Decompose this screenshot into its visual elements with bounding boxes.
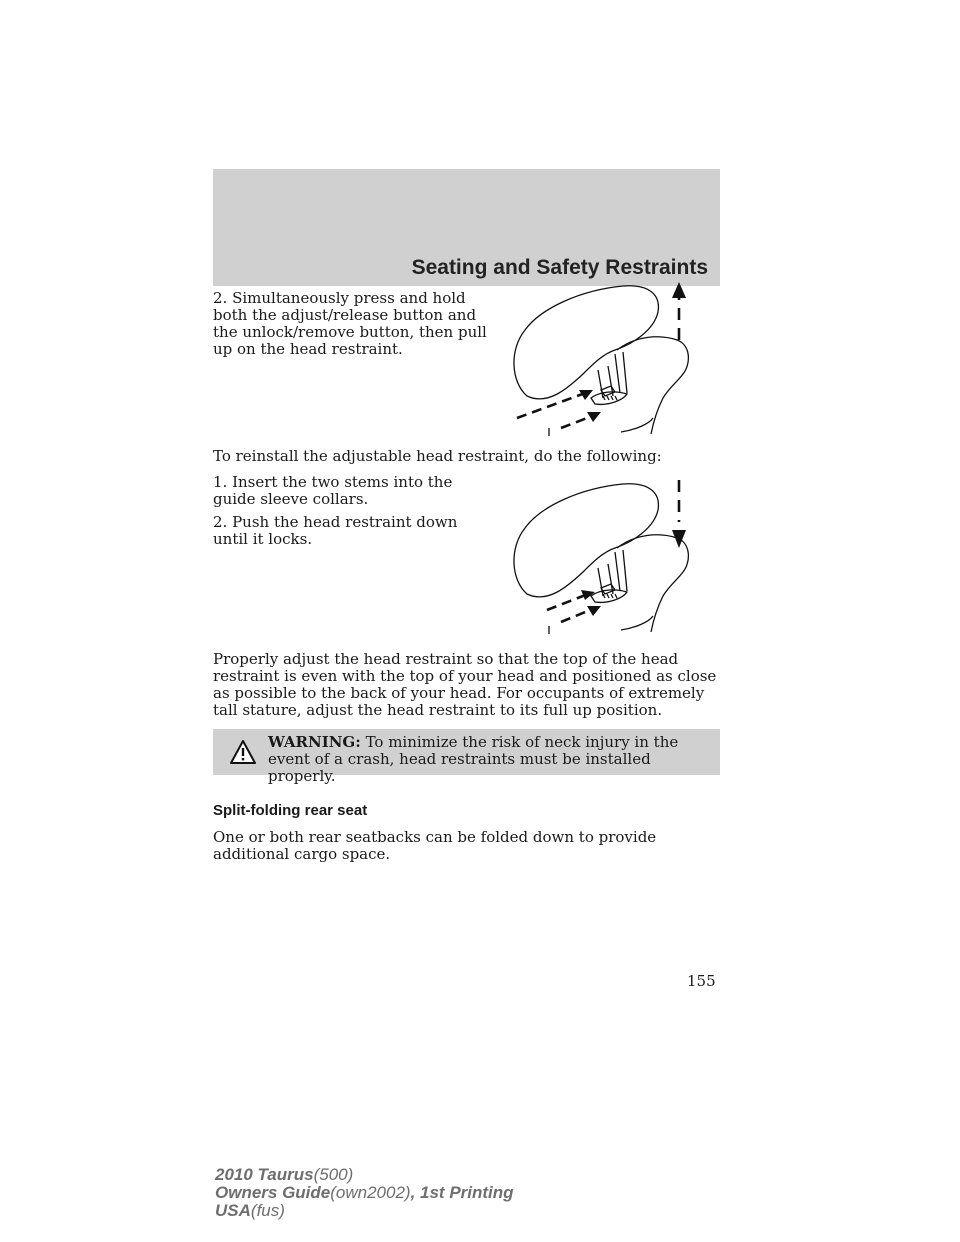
head-restraint-removal-illustration [503,278,703,438]
footer-market: USA [215,1201,251,1220]
split-seat-paragraph: One or both rear seatbacks can be folded down to provide additional cargo space. [213,828,657,863]
section-header-band [213,169,720,286]
section-title: Seating and Safety Restraints [411,256,708,279]
arrow-head-lower [587,412,601,422]
footer-guide: Owners Guide [215,1183,331,1202]
arrow-head-lower-2 [587,606,601,616]
reinstall-step-1: 1. Insert the two stems into the guide sleeve collars. [213,473,453,508]
footer-model-code: (500) [313,1165,354,1184]
warning-triangle-icon [229,739,257,765]
reinstall-step-2: 2. Push the head restraint down until it locks. [213,513,458,548]
footer-guide-code: (own2002) [330,1183,411,1202]
footer-line-2 [215,1184,514,1202]
footer-line-1 [215,1166,514,1184]
reinstall-intro: To reinstall the adjustable head restraint, do the following: [213,447,662,465]
warning-label: WARNING: [268,733,361,751]
head-restraint-install-illustration [503,476,703,638]
page-number: 155 [687,972,716,990]
split-seat-heading: Split-folding rear seat [213,802,368,819]
adjust-paragraph: Properly adjust the head restraint so that the top of the head restraint is even with the top of your head and positioned as close as possible to the back of your head. For occupants of extremely tall stature, adjust the head restraint to its full up position. [213,650,717,719]
warning-body: To minimize the risk of neck injury in the event of a crash, head restraints must be installed properly. [268,733,679,785]
footer-model: 2010 Taurus [215,1165,314,1184]
removal-step-2: 2. Simultaneously press and hold both the adjust/release button and the unlock/remove button, then pull up on the head restraint. [213,289,487,358]
warning-box [213,729,720,785]
arrow-up-icon [672,282,686,298]
footer-market-code: (fus) [250,1201,285,1220]
warning-text [268,734,713,785]
footer-printing: , 1st Printing [410,1183,514,1202]
arrow-down-icon [672,530,686,548]
document-footer [215,1166,514,1220]
footer-line-3 [215,1202,514,1220]
